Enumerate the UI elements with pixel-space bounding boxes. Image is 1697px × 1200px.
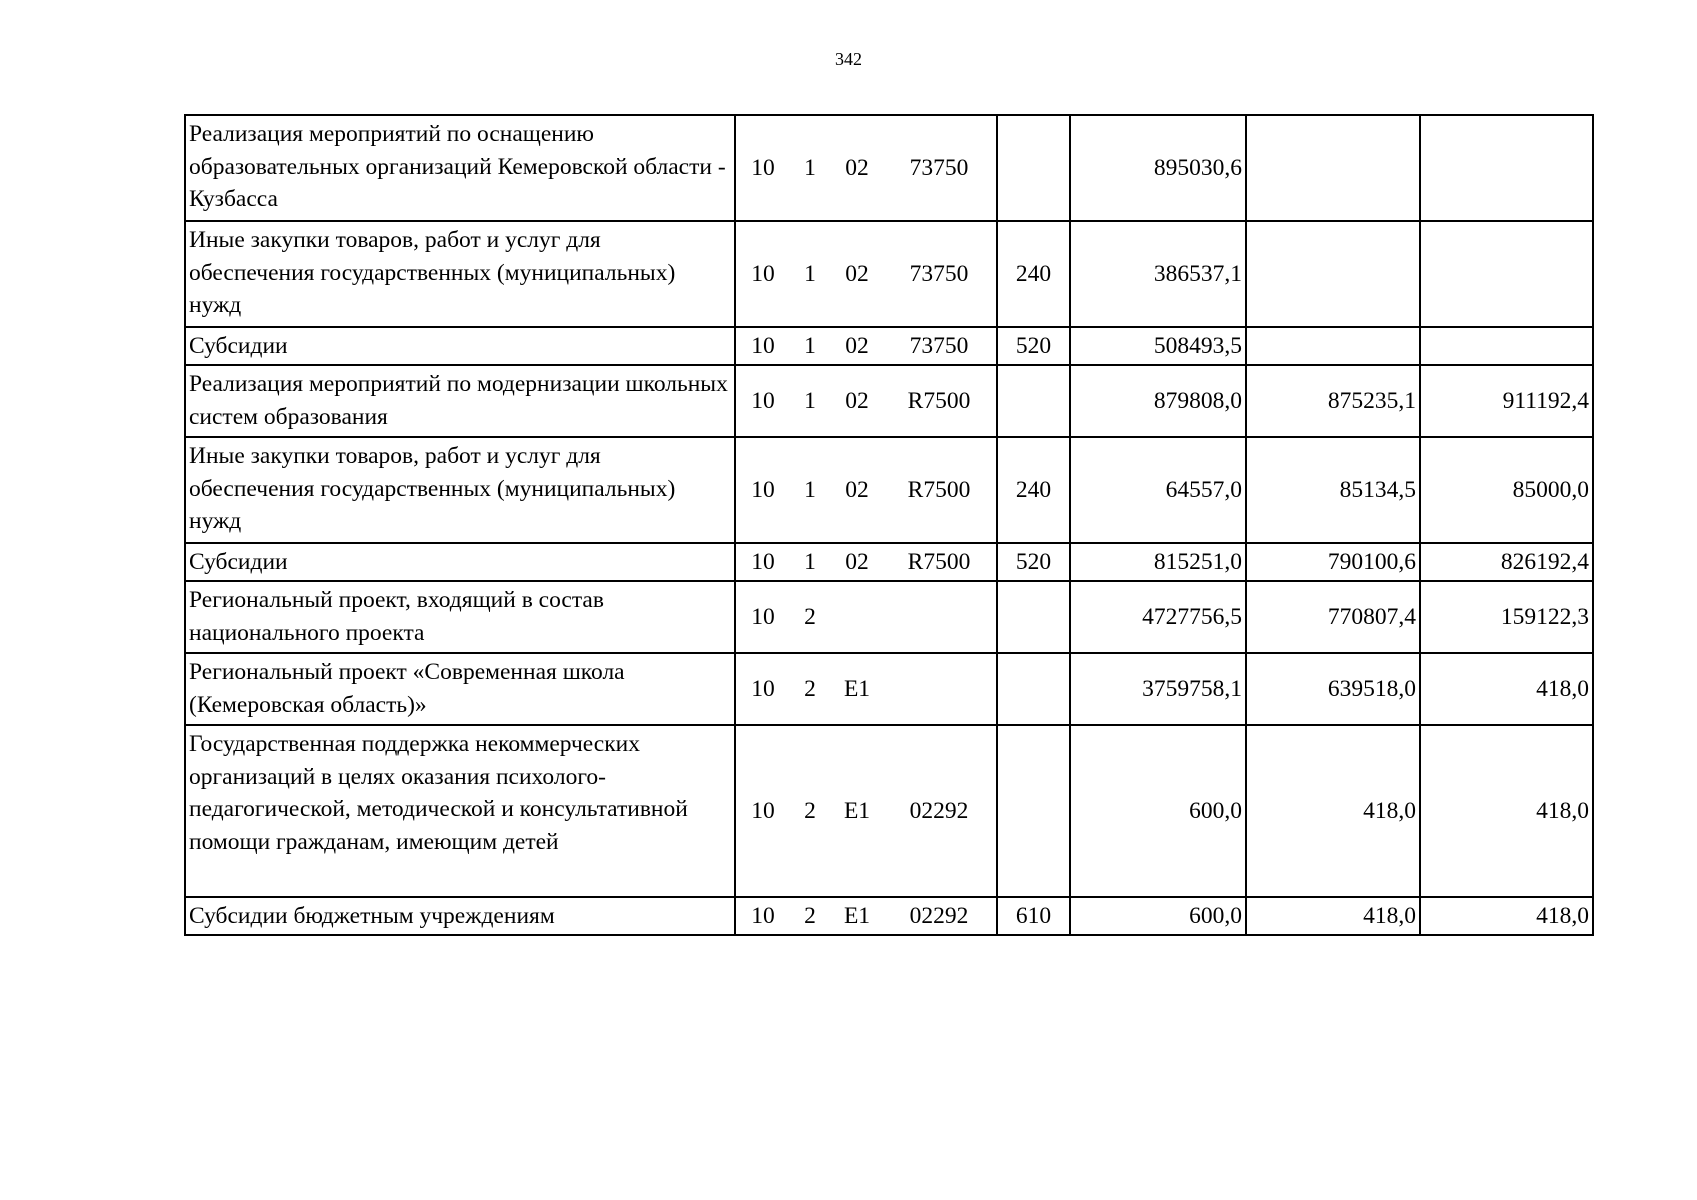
code-direction: 73750 xyxy=(909,260,969,287)
row-name: Субсидии бюджетным учреждениям xyxy=(185,897,735,935)
amount-year-3: 159122,3 xyxy=(1420,581,1593,653)
code-subprogram: 02 xyxy=(845,332,869,359)
code-program: 2 xyxy=(804,603,816,630)
row-codes xyxy=(735,221,997,327)
amount-year-3: 418,0 xyxy=(1420,725,1593,897)
table-row xyxy=(185,653,1593,725)
row-codes xyxy=(735,115,997,221)
amount-year-3 xyxy=(1420,115,1593,221)
code-program: 1 xyxy=(804,154,816,181)
expense-type xyxy=(997,115,1070,221)
table-row xyxy=(185,327,1593,365)
amount-year-3 xyxy=(1420,221,1593,327)
amount-year-1: 64557,0 xyxy=(1070,437,1246,543)
amount-year-1: 386537,1 xyxy=(1070,221,1246,327)
code-section: 10 xyxy=(751,387,775,414)
row-name: Субсидии xyxy=(185,543,735,581)
table-row xyxy=(185,897,1593,935)
amount-year-2: 770807,4 xyxy=(1246,581,1420,653)
code-direction: 73750 xyxy=(909,154,969,181)
code-section: 10 xyxy=(751,603,775,630)
code-subprogram: 02 xyxy=(845,476,869,503)
amount-year-2: 875235,1 xyxy=(1246,365,1420,437)
expense-type xyxy=(997,581,1070,653)
table-row xyxy=(185,581,1593,653)
code-direction: 02292 xyxy=(909,902,969,929)
row-codes xyxy=(735,725,997,897)
amount-year-1: 508493,5 xyxy=(1070,327,1246,365)
amount-year-1: 600,0 xyxy=(1070,725,1246,897)
expense-type: 240 xyxy=(997,437,1070,543)
row-codes xyxy=(735,365,997,437)
code-subprogram: 02 xyxy=(845,154,869,181)
amount-year-2: 418,0 xyxy=(1246,897,1420,935)
row-name: Государственная поддержка некоммерческих организаций в целях оказания психолого-педагогической, методической и консультативной помощи гражданам, имеющим детей xyxy=(185,725,735,897)
code-section: 10 xyxy=(751,675,775,702)
code-subprogram: 02 xyxy=(845,260,869,287)
code-direction: R7500 xyxy=(907,476,971,503)
code-program: 1 xyxy=(804,260,816,287)
code-section: 10 xyxy=(751,154,775,181)
row-name: Реализация мероприятий по модернизации школьных систем образования xyxy=(185,365,735,437)
row-codes xyxy=(735,543,997,581)
row-name: Региональный проект «Современная школа (Кемеровская область)» xyxy=(185,653,735,725)
code-section: 10 xyxy=(751,260,775,287)
code-direction: 02292 xyxy=(909,797,969,824)
amount-year-2: 639518,0 xyxy=(1246,653,1420,725)
code-section: 10 xyxy=(751,548,775,575)
row-codes xyxy=(735,327,997,365)
code-program: 1 xyxy=(804,332,816,359)
code-subprogram: 02 xyxy=(845,387,869,414)
code-direction: 73750 xyxy=(909,332,969,359)
code-program: 1 xyxy=(804,548,816,575)
table-row xyxy=(185,725,1593,897)
amount-year-1: 895030,6 xyxy=(1070,115,1246,221)
amount-year-3: 418,0 xyxy=(1420,653,1593,725)
table-row xyxy=(185,221,1593,327)
code-program: 2 xyxy=(804,675,816,702)
code-program: 2 xyxy=(804,797,816,824)
amount-year-3 xyxy=(1420,327,1593,365)
code-subprogram: E1 xyxy=(843,902,871,929)
row-codes xyxy=(735,581,997,653)
expense-type: 610 xyxy=(997,897,1070,935)
amount-year-2 xyxy=(1246,327,1420,365)
code-section: 10 xyxy=(751,797,775,824)
code-section: 10 xyxy=(751,476,775,503)
amount-year-1: 3759758,1 xyxy=(1070,653,1246,725)
code-program: 1 xyxy=(804,387,816,414)
expense-type: 240 xyxy=(997,221,1070,327)
code-direction: R7500 xyxy=(907,387,971,414)
amount-year-2 xyxy=(1246,115,1420,221)
row-name: Региональный проект, входящий в состав национального проекта xyxy=(185,581,735,653)
amount-year-2 xyxy=(1246,221,1420,327)
row-name: Иные закупки товаров, работ и услуг для обеспечения государственных (муниципальных) нужд xyxy=(185,437,735,543)
amount-year-1: 4727756,5 xyxy=(1070,581,1246,653)
amount-year-3: 418,0 xyxy=(1420,897,1593,935)
row-name: Реализация мероприятий по оснащению образовательных организаций Кемеровской области - Кузбасса xyxy=(185,115,735,221)
code-direction: R7500 xyxy=(907,548,971,575)
amount-year-3: 911192,4 xyxy=(1420,365,1593,437)
code-program: 1 xyxy=(804,476,816,503)
table-row xyxy=(185,365,1593,437)
row-name: Иные закупки товаров, работ и услуг для обеспечения государственных (муниципальных) нужд xyxy=(185,221,735,327)
budget-table xyxy=(184,114,1594,936)
code-subprogram: 02 xyxy=(845,548,869,575)
table-row xyxy=(185,437,1593,543)
expense-type xyxy=(997,365,1070,437)
page-number: 342 xyxy=(835,49,862,69)
amount-year-1: 815251,0 xyxy=(1070,543,1246,581)
amount-year-2: 85134,5 xyxy=(1246,437,1420,543)
amount-year-1: 879808,0 xyxy=(1070,365,1246,437)
code-subprogram: E1 xyxy=(843,797,871,824)
amount-year-1: 600,0 xyxy=(1070,897,1246,935)
table-row xyxy=(185,115,1593,221)
amount-year-3: 85000,0 xyxy=(1420,437,1593,543)
row-codes xyxy=(735,897,997,935)
code-section: 10 xyxy=(751,902,775,929)
expense-type xyxy=(997,725,1070,897)
code-section: 10 xyxy=(751,332,775,359)
expense-type xyxy=(997,653,1070,725)
code-program: 2 xyxy=(804,902,816,929)
amount-year-2: 790100,6 xyxy=(1246,543,1420,581)
code-subprogram: E1 xyxy=(843,675,871,702)
table-row xyxy=(185,543,1593,581)
row-codes xyxy=(735,653,997,725)
amount-year-3: 826192,4 xyxy=(1420,543,1593,581)
expense-type: 520 xyxy=(997,327,1070,365)
row-codes xyxy=(735,437,997,543)
expense-type: 520 xyxy=(997,543,1070,581)
amount-year-2: 418,0 xyxy=(1246,725,1420,897)
row-name: Субсидии xyxy=(185,327,735,365)
